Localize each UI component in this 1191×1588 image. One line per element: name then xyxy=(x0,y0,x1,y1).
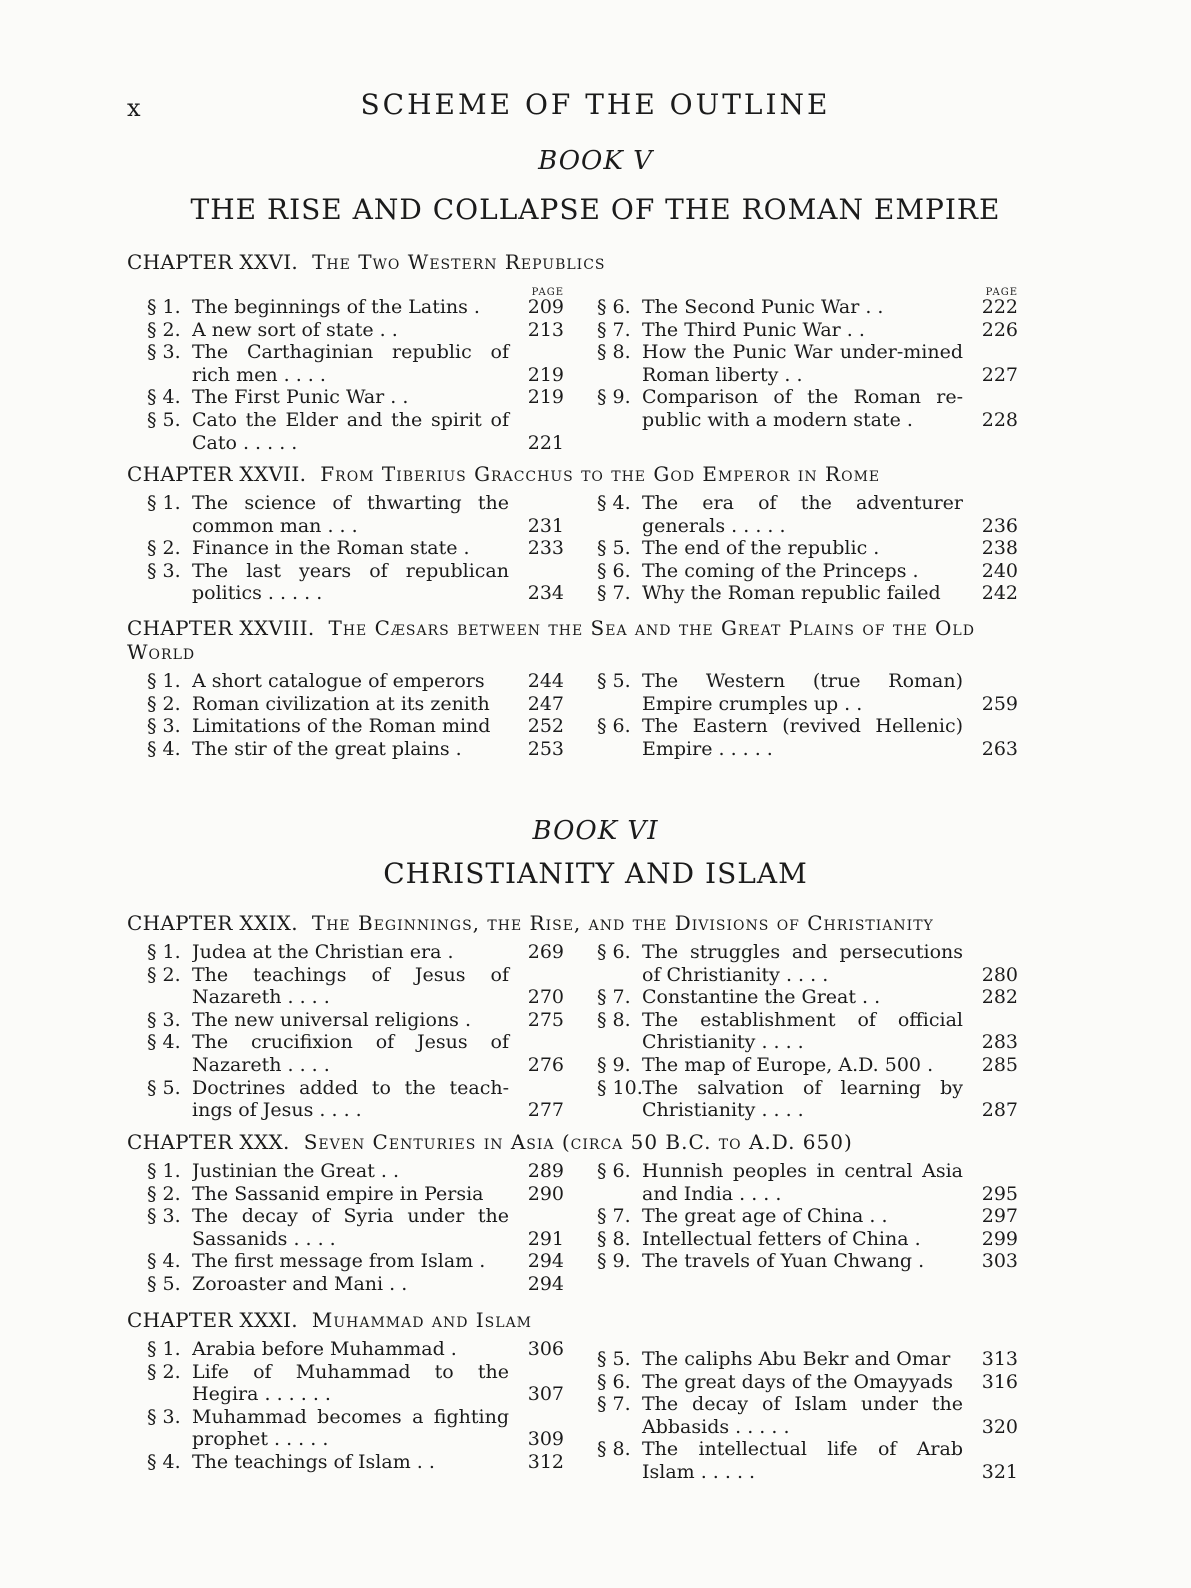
section-entry[interactable] xyxy=(597,1009,1018,1054)
section-number: § 3. xyxy=(147,341,181,364)
section-entry[interactable] xyxy=(597,1205,1018,1228)
section-entry[interactable] xyxy=(147,492,564,537)
section-entry[interactable] xyxy=(597,492,1018,537)
section-title: Intellectual fetters of China . xyxy=(642,1227,921,1250)
section-title: The decay of Syria under the Sassanids . . . . xyxy=(192,1205,509,1250)
section-entry[interactable] xyxy=(147,693,564,716)
section-entry[interactable] xyxy=(147,1250,564,1273)
section-entry[interactable] xyxy=(597,1250,1018,1273)
section-entry[interactable] xyxy=(147,386,564,409)
section-title: The Second Punic War . . xyxy=(642,296,884,318)
section-title: The Sassanid empire in Persia xyxy=(192,1182,484,1205)
section-page: 313 xyxy=(981,1348,1018,1370)
section-title: The intellectual life of Arab Islam . . . . . xyxy=(642,1438,963,1483)
section-page: 297 xyxy=(981,1205,1018,1228)
page-number: x xyxy=(127,94,141,122)
section-title: Finance in the Roman state . xyxy=(192,537,470,560)
section-page: 226 xyxy=(981,318,1018,341)
section-title: The coming of the Princeps . xyxy=(642,559,919,582)
chapter-number: CHAPTER XXVII. xyxy=(127,462,307,486)
section-number: § 2. xyxy=(147,318,181,341)
section-entry[interactable] xyxy=(147,941,564,964)
section-page: 221 xyxy=(527,431,564,454)
chapter-title: Seven Centuries in Asia (circa 50 B.C. to A.D. 650) xyxy=(303,1130,853,1154)
chapter-heading xyxy=(127,1130,1027,1154)
section-entry[interactable] xyxy=(147,1077,564,1122)
chapter-heading xyxy=(127,616,987,664)
section-title: Why the Roman republic failed xyxy=(642,582,941,605)
chapter-title: From Tiberius Gracchus to the God Emperor in Rome xyxy=(320,462,881,486)
section-entry[interactable] xyxy=(147,537,564,560)
book-label: BOOK V xyxy=(538,146,653,176)
section-title: The teachings of Jesus of Nazareth . . . . xyxy=(192,963,509,1009)
section-number: § 6. xyxy=(597,296,631,318)
section-entry[interactable] xyxy=(597,319,1018,342)
section-page: 213 xyxy=(527,318,564,341)
section-title: The Carthaginian republic of rich men . . . . xyxy=(192,341,509,386)
contents-column-right xyxy=(597,670,1018,760)
section-page: 320 xyxy=(981,1415,1018,1438)
section-number: § 3. xyxy=(147,1008,181,1031)
contents-column-left xyxy=(147,492,564,605)
section-title: The Eastern (revived Hellenic) Empire . . . . . xyxy=(642,715,963,760)
section-title: The decay of Islam under the Abbasids . . . . . xyxy=(642,1393,963,1438)
chapter-title: The Two Western Republics xyxy=(312,250,606,274)
section-number: § 1. xyxy=(147,296,181,318)
section-number: § 8. xyxy=(597,1008,631,1031)
section-title: Life of Muhammad to the Hegira . . . . . . xyxy=(192,1360,509,1406)
section-page: 283 xyxy=(981,1031,1018,1054)
section-title: Justinian the Great . . xyxy=(192,1160,400,1182)
section-page: 276 xyxy=(527,1053,564,1076)
section-title: The First Punic War . . xyxy=(192,386,409,409)
section-page: 263 xyxy=(981,737,1018,760)
section-entry[interactable] xyxy=(597,1393,1018,1438)
section-title: The stir of the great plains . xyxy=(192,737,462,760)
section-title: The era of the adventurer generals . . . . . xyxy=(642,492,963,537)
section-entry[interactable] xyxy=(147,1361,564,1406)
section-number: § 4. xyxy=(147,1031,181,1054)
section-page: 240 xyxy=(981,559,1018,582)
section-number: § 7. xyxy=(597,318,631,341)
section-page: 259 xyxy=(981,692,1018,715)
section-number: § 8. xyxy=(597,1227,631,1250)
section-page: 275 xyxy=(527,1008,564,1031)
section-page: 307 xyxy=(527,1383,564,1406)
chapter-block xyxy=(127,616,1027,760)
section-entry[interactable] xyxy=(147,409,564,454)
chapter-heading xyxy=(127,911,1027,935)
chapter-number: CHAPTER XXVIII. xyxy=(127,616,315,640)
section-number: § 6. xyxy=(597,1370,631,1393)
chapter-block xyxy=(127,911,1027,1122)
section-number: § 2. xyxy=(147,963,181,986)
section-page: 236 xyxy=(981,514,1018,537)
section-number: § 8. xyxy=(597,341,631,364)
section-entry[interactable] xyxy=(597,941,1018,986)
section-entry[interactable] xyxy=(597,341,1018,386)
running-title: SCHEME OF THE OUTLINE xyxy=(360,88,831,121)
contents-column-right xyxy=(597,1348,1018,1484)
chapter-block xyxy=(127,1130,1027,1295)
section-entry[interactable] xyxy=(147,1183,564,1206)
section-entry[interactable] xyxy=(147,341,564,386)
section-number: § 1. xyxy=(147,492,181,514)
section-title: The first message from Islam . xyxy=(192,1250,486,1273)
section-page: 234 xyxy=(527,582,564,605)
chapter-heading xyxy=(127,250,1027,274)
section-title: The great days of the Omayyads xyxy=(642,1370,953,1393)
section-entry[interactable] xyxy=(597,296,1018,319)
section-number: § 5. xyxy=(147,1272,181,1295)
section-page: 294 xyxy=(527,1272,564,1295)
section-title: The establishment of official Christianity . . . . xyxy=(642,1008,963,1054)
section-number: § 3. xyxy=(147,559,181,582)
chapter-title: The Beginnings, the Rise, and the Divisions of Christianity xyxy=(311,911,934,935)
section-title: Hunnish peoples in central Asia and India . . . . xyxy=(642,1160,963,1205)
section-number: § 5. xyxy=(597,537,631,560)
section-page: 247 xyxy=(527,692,564,715)
section-title: The end of the republic . xyxy=(642,537,880,560)
section-page: 222 xyxy=(981,296,1018,318)
section-entry[interactable] xyxy=(597,1438,1018,1483)
section-page: 294 xyxy=(527,1250,564,1273)
section-title: Comparison of the Roman re-public with a modern state . xyxy=(642,386,963,431)
section-title: A new sort of state . . xyxy=(192,318,398,341)
section-entry[interactable] xyxy=(597,1054,1018,1077)
chapter-number: CHAPTER XXIX. xyxy=(127,911,298,935)
section-title: How the Punic War under-mined Roman liberty . . xyxy=(642,341,963,386)
contents-column-right xyxy=(597,941,1018,1122)
section-entry[interactable] xyxy=(597,1371,1018,1394)
section-entry[interactable] xyxy=(147,964,564,1009)
section-title: The travels of Yuan Chwang . xyxy=(642,1250,925,1273)
section-title: The beginnings of the Latins . xyxy=(192,296,480,318)
section-number: § 4. xyxy=(597,492,631,514)
page-column-label: PAGE xyxy=(985,287,1018,298)
section-page: 233 xyxy=(527,537,564,560)
book-title: CHRISTIANITY AND ISLAM xyxy=(383,857,808,890)
contents-column-left xyxy=(147,670,564,760)
section-title: The Third Punic War . . xyxy=(642,318,865,341)
section-number: § 4. xyxy=(147,1250,181,1273)
section-entry[interactable] xyxy=(147,1406,564,1451)
chapter-heading xyxy=(127,1308,1027,1332)
section-page: 231 xyxy=(527,514,564,537)
section-title: The great age of China . . xyxy=(642,1205,888,1228)
section-entry[interactable] xyxy=(597,560,1018,583)
section-entry[interactable] xyxy=(147,738,564,761)
section-number: § 2. xyxy=(147,692,181,715)
section-page: 280 xyxy=(981,963,1018,986)
section-number: § 5. xyxy=(597,1348,631,1370)
section-page: 269 xyxy=(527,941,564,963)
running-head xyxy=(0,88,1191,128)
section-number: § 7. xyxy=(597,1205,631,1228)
section-entry[interactable] xyxy=(147,296,564,319)
chapter-title: The Cæsars between the Sea and the Great Plains of the Old World xyxy=(127,616,975,664)
section-title: The map of Europe, A.D. 500 . xyxy=(642,1053,934,1076)
contents-column-left xyxy=(147,287,564,454)
section-number: § 3. xyxy=(147,1405,181,1428)
section-page: 289 xyxy=(527,1160,564,1182)
section-number: § 1. xyxy=(147,941,181,963)
section-title: Arabia before Muhammad . xyxy=(192,1338,457,1360)
chapter-number: CHAPTER XXVI. xyxy=(127,250,299,274)
section-entry[interactable] xyxy=(597,1160,1018,1205)
section-entry[interactable] xyxy=(147,1160,564,1183)
section-page: 238 xyxy=(981,537,1018,560)
section-page: 285 xyxy=(981,1053,1018,1076)
contents-column-right xyxy=(597,492,1018,605)
contents-column-right xyxy=(597,1160,1018,1273)
section-page: 295 xyxy=(981,1182,1018,1205)
section-title: The Western (true Roman) Empire crumples up . . xyxy=(642,670,963,715)
section-page: 306 xyxy=(527,1338,564,1360)
section-entry[interactable] xyxy=(597,386,1018,431)
section-page: 291 xyxy=(527,1227,564,1250)
section-entry[interactable] xyxy=(597,582,1018,605)
section-page: 321 xyxy=(981,1460,1018,1483)
section-entry[interactable] xyxy=(597,1228,1018,1251)
contents-column-left xyxy=(147,1160,564,1296)
section-entry[interactable] xyxy=(147,319,564,342)
section-title: Cato the Elder and the spirit of Cato . . . . . xyxy=(192,408,509,454)
chapter-heading xyxy=(127,462,1027,486)
section-number: § 4. xyxy=(147,1450,181,1473)
section-title: Roman civilization at its zenith xyxy=(192,692,490,715)
section-entry[interactable] xyxy=(597,986,1018,1009)
section-entry[interactable] xyxy=(147,1273,564,1296)
section-page: 219 xyxy=(527,386,564,409)
section-number: § 5. xyxy=(147,408,181,431)
section-title: The teachings of Islam . . xyxy=(192,1450,435,1473)
section-title: The last years of republican politics . . . . . xyxy=(192,559,509,605)
section-title: The caliphs Abu Bekr and Omar xyxy=(642,1348,951,1370)
section-entry[interactable] xyxy=(597,537,1018,560)
page-column-label: PAGE xyxy=(531,287,564,298)
section-title: Doctrines added to the teach-ings of Jesus . . . . xyxy=(192,1076,509,1122)
section-entry[interactable] xyxy=(147,715,564,738)
contents-column-left xyxy=(147,941,564,1122)
section-title: Constantine the Great . . xyxy=(642,986,881,1009)
contents-column-left xyxy=(147,1338,564,1474)
section-entry[interactable] xyxy=(597,670,1018,715)
section-number: § 5. xyxy=(147,1076,181,1099)
section-entry[interactable] xyxy=(147,1205,564,1250)
section-page: 209 xyxy=(527,296,564,318)
section-number: § 6. xyxy=(597,1160,631,1182)
section-entry[interactable] xyxy=(147,670,564,693)
section-page: 299 xyxy=(981,1227,1018,1250)
section-entry[interactable] xyxy=(147,1451,564,1474)
section-title: The crucifixion of Jesus of Nazareth . . . . xyxy=(192,1031,509,1076)
section-entry[interactable] xyxy=(147,560,564,605)
section-page: 244 xyxy=(527,670,564,692)
section-number: § 6. xyxy=(597,715,631,738)
section-page: 219 xyxy=(527,363,564,386)
section-page: 228 xyxy=(981,408,1018,431)
section-page: 303 xyxy=(981,1250,1018,1273)
section-title: The new universal religions . xyxy=(192,1008,472,1031)
section-number: § 2. xyxy=(147,537,181,560)
section-entry[interactable] xyxy=(597,1077,1018,1122)
section-page: 242 xyxy=(981,582,1018,605)
section-number: § 4. xyxy=(147,386,181,409)
section-page: 312 xyxy=(527,1450,564,1473)
section-number: § 1. xyxy=(147,1338,181,1360)
section-entry[interactable] xyxy=(597,715,1018,760)
chapter-block xyxy=(127,1308,1027,1483)
section-entry[interactable] xyxy=(597,1348,1018,1371)
section-page: 316 xyxy=(981,1370,1018,1393)
section-entry[interactable] xyxy=(147,1009,564,1032)
section-page: 253 xyxy=(527,737,564,760)
section-number: § 6. xyxy=(597,941,631,963)
section-page: 309 xyxy=(527,1428,564,1451)
section-number: § 7. xyxy=(597,582,631,605)
section-number: § 1. xyxy=(147,670,181,692)
section-number: § 9. xyxy=(597,1053,631,1076)
section-number: § 2. xyxy=(147,1182,181,1205)
section-number: § 3. xyxy=(147,1205,181,1228)
section-number: § 10. xyxy=(597,1076,643,1099)
section-page: 277 xyxy=(527,1099,564,1122)
section-number: § 1. xyxy=(147,1160,181,1182)
section-number: § 7. xyxy=(597,986,631,1009)
section-entry[interactable] xyxy=(147,1031,564,1076)
book-label: BOOK VI xyxy=(532,816,659,846)
section-page: 227 xyxy=(981,363,1018,386)
section-page: 252 xyxy=(527,715,564,738)
section-page: 290 xyxy=(527,1182,564,1205)
chapter-number: CHAPTER XXXI. xyxy=(127,1308,298,1332)
section-title: Muhammad becomes a fighting prophet . . . . . xyxy=(192,1405,509,1451)
section-page: 282 xyxy=(981,986,1018,1009)
section-title: The salvation of learning by Christianity . . . . xyxy=(642,1076,963,1122)
section-number: § 2. xyxy=(147,1360,181,1383)
section-number: § 4. xyxy=(147,737,181,760)
section-number: § 9. xyxy=(597,1250,631,1273)
contents-column-right xyxy=(597,287,1018,432)
section-number: § 5. xyxy=(597,670,631,692)
section-title: Zoroaster and Mani . . xyxy=(192,1272,408,1295)
section-title: The science of thwarting the common man . . . xyxy=(192,492,509,537)
section-title: The struggles and persecutions of Christianity . . . . xyxy=(642,941,963,986)
section-number: § 3. xyxy=(147,715,181,738)
section-title: Judea at the Christian era . xyxy=(192,941,454,963)
section-number: § 8. xyxy=(597,1438,631,1461)
chapter-title: Muhammad and Islam xyxy=(311,1308,533,1332)
section-page: 270 xyxy=(527,986,564,1009)
section-page: 287 xyxy=(981,1099,1018,1122)
book-title: THE RISE AND COLLAPSE OF THE ROMAN EMPIRE xyxy=(190,193,1001,226)
section-title: A short catalogue of emperors xyxy=(192,670,485,692)
chapter-block xyxy=(127,250,1027,454)
chapter-number: CHAPTER XXX. xyxy=(127,1130,290,1154)
section-number: § 6. xyxy=(597,559,631,582)
section-entry[interactable] xyxy=(147,1338,564,1361)
chapter-block xyxy=(127,462,1027,605)
section-title: Limitations of the Roman mind xyxy=(192,715,491,738)
section-number: § 7. xyxy=(597,1393,631,1416)
section-number: § 9. xyxy=(597,386,631,409)
